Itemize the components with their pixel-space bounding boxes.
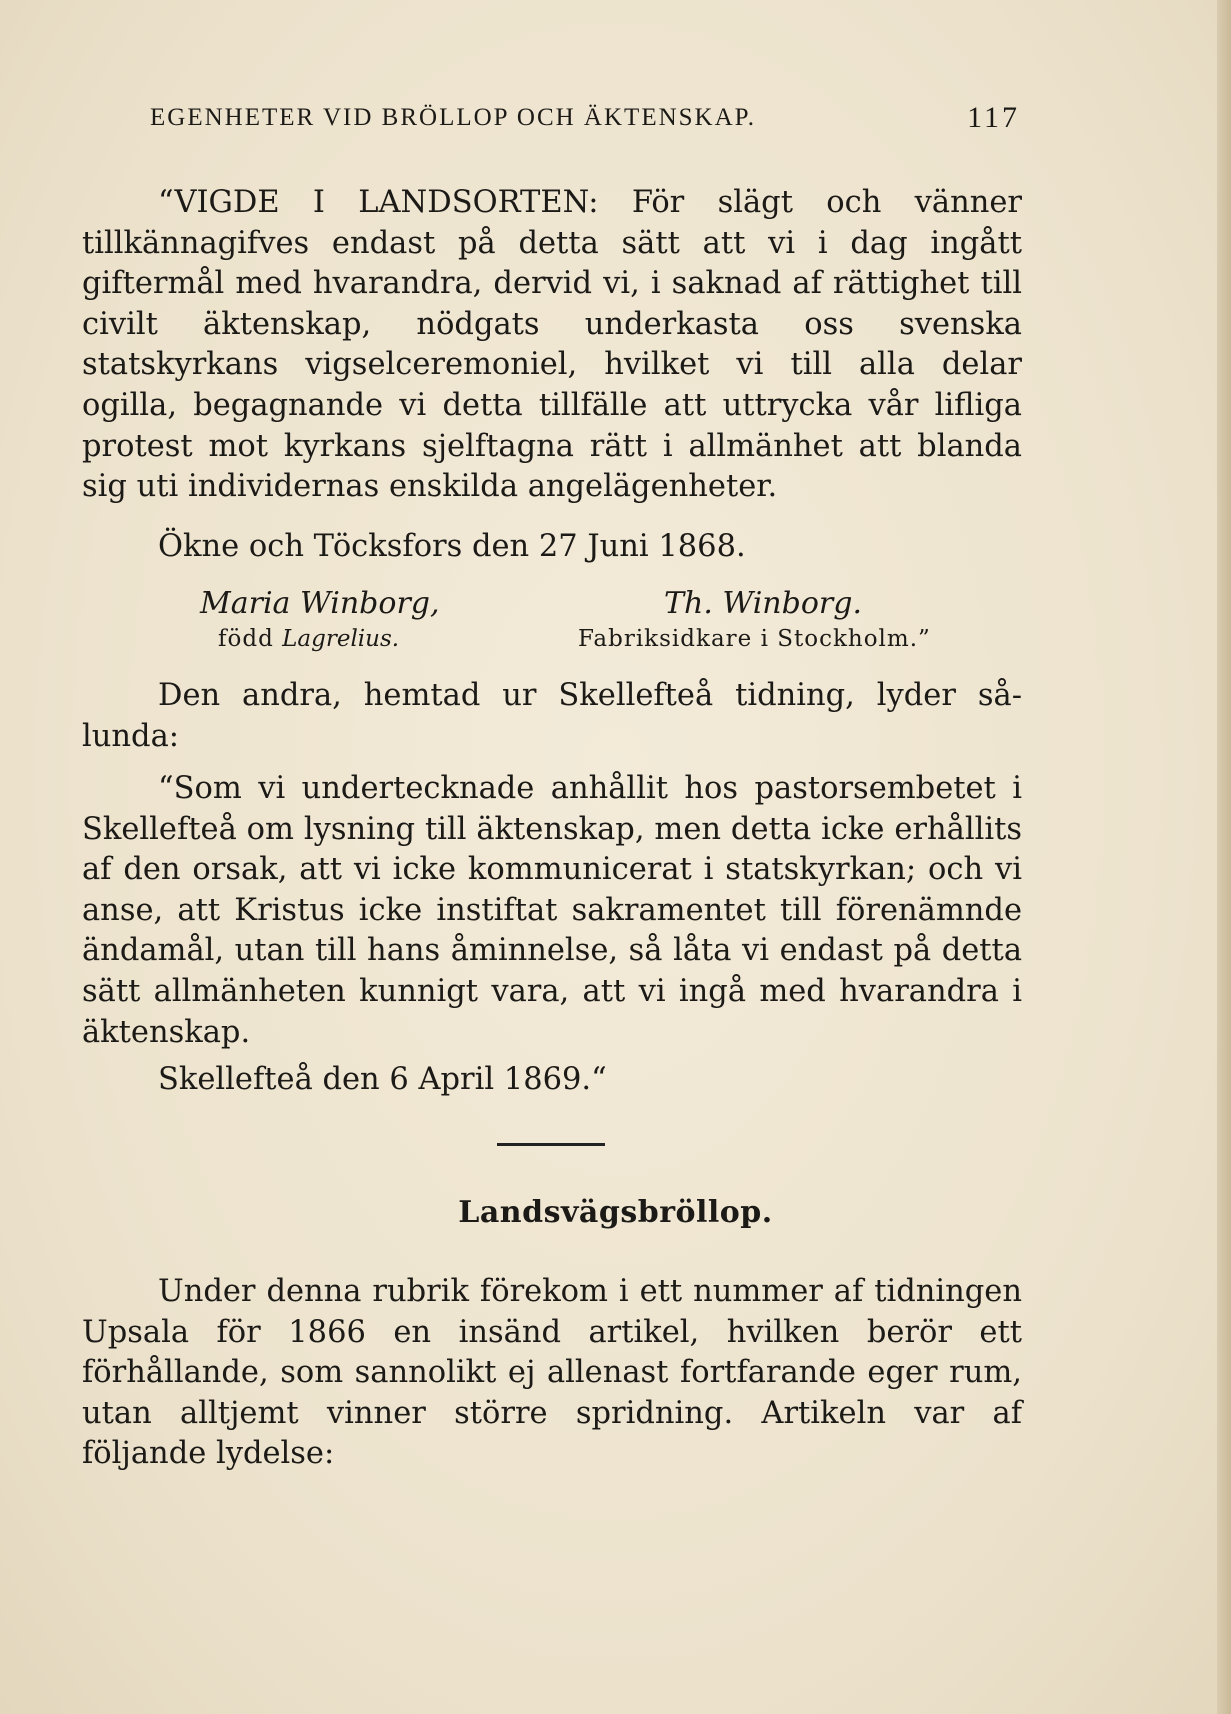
- intro-paragraph: Den andra, hemtad ur Skellefteå tidning, lyder sålunda:: [82, 678, 1022, 754]
- page-edge: [1217, 0, 1231, 1714]
- signature-left-sub-name: Lagrelius.: [282, 626, 400, 652]
- notice-1-date: Ökne och Töcksfors den 27 Juni 1868.: [158, 529, 746, 564]
- notice-2-date: Skellefteå den 6 April 1869.“: [158, 1062, 607, 1097]
- page-number: 117: [967, 101, 1020, 134]
- notice-1-paragraph: “VIGDE I LANDSORTEN: För slägt och vänner tillkännagifves endast på detta sätt att vi i dag ingått giftermål med hvarandra, dervid vi, i saknad af rättighet till civilt äktenskap, nödgats underkasta oss svenska statskyrkans vigselceremoniel, hvilket vi till alla delar ogilla, begagnande vi detta tillfälle att uttrycka vår lifliga protest mot kyrkans sjelftagna rätt i allmänhet att blanda sig uti individernas enskilda angelägenheter.: [82, 185, 1022, 505]
- section-paragraph: Under denna rubrik förekom i ett nummer af tidningen Upsala för 1866 en insänd artikel, hvilken berör ett förhållande, som sannolikt ej allenast fortfarande eger rum, utan alltjemt vinner större spridning. Artikeln var af följande lydelse:: [82, 1274, 1022, 1472]
- signature-left-name: Maria Winborg,: [200, 586, 440, 621]
- section-heading: Landsvägsbröllop.: [458, 1195, 773, 1230]
- running-head-title: EGENHETER VID BRÖLLOP OCH ÄKTENSKAP.: [150, 104, 757, 131]
- signature-right-name: Th. Winborg.: [664, 586, 862, 621]
- signature-left-sub-prefix: född: [218, 626, 283, 652]
- signature-right-sub: Fabriksidkare i Stockholm.”: [578, 626, 931, 652]
- signature-left-sub: [218, 626, 399, 652]
- notice-2-paragraph: “Som vi undertecknade anhållit hos pastorsembetet i Skellefteå om lysning till äktenskap, men detta icke erhållits af den orsak, att vi icke kommunicerat i statskyrkan; och vi anse, att Kristus icke instiftat sakramentet till förenämnde ändamål, utan till hans åminnelse, så låta vi endast på detta sätt allmänheten kunnigt vara, att vi ingå med hvarandra i äktenskap.: [82, 771, 1022, 1050]
- section-divider: [497, 1143, 605, 1146]
- signature-block: [0, 586, 1231, 666]
